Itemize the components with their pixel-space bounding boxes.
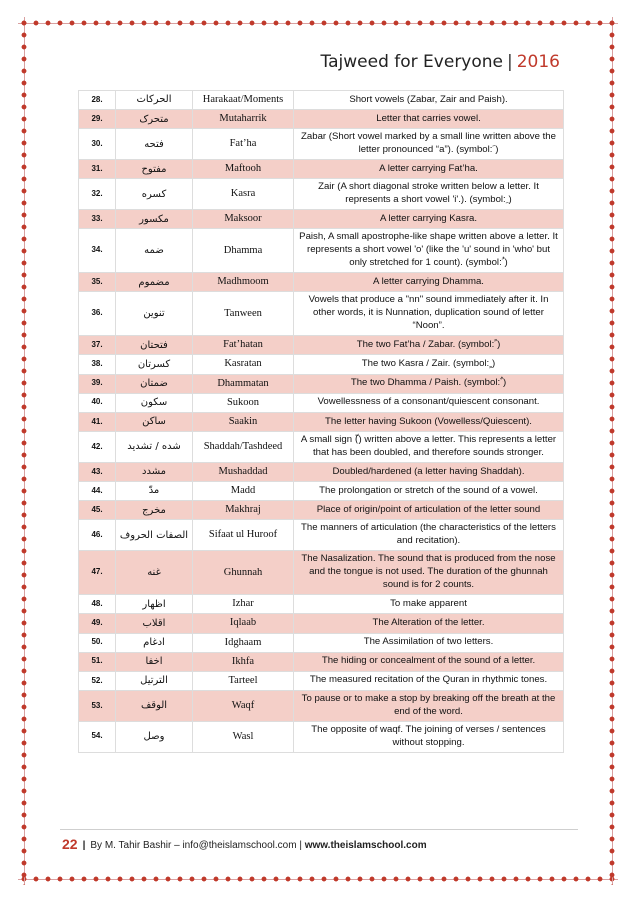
table-row	[79, 691, 564, 722]
arabic-term: مضموم	[116, 273, 193, 292]
term-description: Doubled/hardened (a letter having Shaddah).	[294, 462, 564, 481]
transliteration: Makhraj	[193, 501, 294, 520]
table-row	[79, 374, 564, 393]
terms-table	[78, 90, 564, 753]
term-description: Zabar (Short vowel marked by a small line written above the letter pronounced “a”). (symbol: َ)	[294, 129, 564, 160]
arabic-term: سكون	[116, 393, 193, 412]
term-description: Short vowels (Zabar, Zair and Paish).	[294, 91, 564, 110]
term-description: Place of origin/point of articulation of the letter sound	[294, 501, 564, 520]
footer-website-link[interactable]: www.theislamschool.com	[304, 840, 427, 851]
row-number: 38.	[79, 355, 116, 374]
border-left	[18, 17, 30, 885]
footer-bar: |	[82, 840, 86, 851]
arabic-term: ضمتان	[116, 374, 193, 393]
table-row	[79, 355, 564, 374]
transliteration: Maksoor	[193, 210, 294, 229]
table-row	[79, 614, 564, 633]
term-description: Vowellessness of a consonant/quiescent consonant.	[294, 393, 564, 412]
table-row	[79, 210, 564, 229]
row-number: 28.	[79, 91, 116, 110]
row-number: 52.	[79, 671, 116, 690]
transliteration: Ghunnah	[193, 551, 294, 595]
term-description: Paish, A small apostrophe-like shape written above a letter. It represents a short vowel 'o' (like the 'u' sound in 'who' but only stretched for 1 count). (symbol: ُ)	[294, 229, 564, 273]
row-number: 49.	[79, 614, 116, 633]
table-row	[79, 91, 564, 110]
transliteration: Wasl	[193, 721, 294, 752]
arabic-term: فتحه	[116, 129, 193, 160]
transliteration: Fat’ha	[193, 129, 294, 160]
row-number: 48.	[79, 595, 116, 614]
term-description: A small sign (ّ) written above a letter. This represents a letter that has been doubled, and therefore sounds stronger.	[294, 432, 564, 463]
transliteration: Tarteel	[193, 671, 294, 690]
table-row	[79, 412, 564, 431]
arabic-term: فتحتان	[116, 336, 193, 355]
term-description: The manners of articulation (the characteristics of the letters and recitation).	[294, 520, 564, 551]
table-row	[79, 595, 564, 614]
transliteration: Shaddah/Tashdeed	[193, 432, 294, 463]
transliteration: Madhmoom	[193, 273, 294, 292]
row-number: 37.	[79, 336, 116, 355]
row-number: 40.	[79, 393, 116, 412]
term-description: The two Dhamma / Paish. (symbol: ٌ)	[294, 374, 564, 393]
arabic-term: الوقف	[116, 691, 193, 722]
arabic-term: الحركات	[116, 91, 193, 110]
table-row	[79, 229, 564, 273]
row-number: 53.	[79, 691, 116, 722]
table-row	[79, 179, 564, 210]
row-number: 36.	[79, 292, 116, 336]
transliteration: Harakaat/Moments	[193, 91, 294, 110]
term-description: Vowels that produce a "nn" sound immediately after it. In other words, it is Nunnation, duplication sound of letter “Noon”.	[294, 292, 564, 336]
row-number: 42.	[79, 432, 116, 463]
term-description: The opposite of waqf. The joining of verses / sentences without stopping.	[294, 721, 564, 752]
arabic-term: مفتوح	[116, 160, 193, 179]
transliteration: Tanween	[193, 292, 294, 336]
transliteration: Idghaam	[193, 633, 294, 652]
arabic-term: تنوين	[116, 292, 193, 336]
row-number: 51.	[79, 652, 116, 671]
arabic-term: مخرج	[116, 501, 193, 520]
transliteration: Izhar	[193, 595, 294, 614]
arabic-term: كسرتان	[116, 355, 193, 374]
transliteration: Kasratan	[193, 355, 294, 374]
table-row	[79, 721, 564, 752]
row-number: 30.	[79, 129, 116, 160]
table-row	[79, 273, 564, 292]
term-description: The Alteration of the letter.	[294, 614, 564, 633]
table-row	[79, 633, 564, 652]
arabic-term: الصفات الحروف	[116, 520, 193, 551]
row-number: 46.	[79, 520, 116, 551]
table-row	[79, 336, 564, 355]
arabic-term: ساكن	[116, 412, 193, 431]
transliteration: Saakin	[193, 412, 294, 431]
term-description: To pause or to make a stop by breaking off the breath at the end of the word.	[294, 691, 564, 722]
row-number: 33.	[79, 210, 116, 229]
row-number: 34.	[79, 229, 116, 273]
arabic-term: مدّ	[116, 482, 193, 501]
row-number: 47.	[79, 551, 116, 595]
arabic-term: كسره	[116, 179, 193, 210]
footer-author: By M. Tahir Bashir – info@theislamschool.com |	[90, 840, 302, 851]
row-number: 35.	[79, 273, 116, 292]
border-right	[606, 17, 618, 885]
row-number: 41.	[79, 412, 116, 431]
row-number: 44.	[79, 482, 116, 501]
row-number: 45.	[79, 501, 116, 520]
table-row	[79, 292, 564, 336]
term-description: The letter having Sukoon (Vowelless/Quiescent).	[294, 412, 564, 431]
transliteration: Dhammatan	[193, 374, 294, 393]
transliteration: Mutaharrik	[193, 110, 294, 129]
term-description: Letter that carries vowel.	[294, 110, 564, 129]
transliteration: Fat’hatan	[193, 336, 294, 355]
term-description: A letter carrying Dhamma.	[294, 273, 564, 292]
arabic-term: متحرک	[116, 110, 193, 129]
row-number: 29.	[79, 110, 116, 129]
table-row	[79, 432, 564, 463]
footer-divider	[60, 829, 578, 830]
arabic-term: اخفا	[116, 652, 193, 671]
header-year: 2016	[516, 52, 560, 72]
transliteration: Sifaat ul Huroof	[193, 520, 294, 551]
arabic-term: ضمه	[116, 229, 193, 273]
arabic-term: شده / تشديد	[116, 432, 193, 463]
table-row	[79, 551, 564, 595]
term-description: A letter carrying Kasra.	[294, 210, 564, 229]
term-description: A letter carrying Fat’ha.	[294, 160, 564, 179]
transliteration: Sukoon	[193, 393, 294, 412]
header-separator: |	[507, 52, 513, 72]
border-bottom	[18, 873, 618, 885]
transliteration: Ikhfa	[193, 652, 294, 671]
term-description: The prolongation or stretch of the sound of a vowel.	[294, 482, 564, 501]
table-row	[79, 160, 564, 179]
table-row	[79, 501, 564, 520]
border-top	[18, 17, 618, 29]
table-row	[79, 462, 564, 481]
row-number: 31.	[79, 160, 116, 179]
table-row	[79, 482, 564, 501]
page-header	[321, 52, 560, 72]
page-footer	[62, 836, 427, 852]
term-description: Zair (A short diagonal stroke written below a letter. It represents a short vowel 'i'.). (symbol: ِ)	[294, 179, 564, 210]
arabic-term: ادغام	[116, 633, 193, 652]
table-row	[79, 129, 564, 160]
row-number: 50.	[79, 633, 116, 652]
transliteration: Waqf	[193, 691, 294, 722]
term-description: The Nasalization. The sound that is produced from the nose and the tongue is not used. The duration of the ghunnah sound is for 2 counts.	[294, 551, 564, 595]
transliteration: Dhamma	[193, 229, 294, 273]
table-row	[79, 671, 564, 690]
arabic-term: وصل	[116, 721, 193, 752]
transliteration: Kasra	[193, 179, 294, 210]
table-row	[79, 520, 564, 551]
table-row	[79, 393, 564, 412]
terms-table-body	[79, 91, 564, 753]
row-number: 43.	[79, 462, 116, 481]
term-description: The two Kasra / Zair. (symbol: ٍ)	[294, 355, 564, 374]
arabic-term: اقلاب	[116, 614, 193, 633]
transliteration: Madd	[193, 482, 294, 501]
term-description: The hiding or concealment of the sound of a letter.	[294, 652, 564, 671]
page-number: 22	[62, 836, 78, 852]
table-row	[79, 652, 564, 671]
term-description: The two Fat’ha / Zabar. (symbol: ً)	[294, 336, 564, 355]
book-title: Tajweed for Everyone	[320, 52, 503, 72]
arabic-term: الترتيل	[116, 671, 193, 690]
table-row	[79, 110, 564, 129]
arabic-term: غنه	[116, 551, 193, 595]
row-number: 32.	[79, 179, 116, 210]
arabic-term: اظهار	[116, 595, 193, 614]
arabic-term: مكسور	[116, 210, 193, 229]
transliteration: Maftooh	[193, 160, 294, 179]
row-number: 39.	[79, 374, 116, 393]
term-description: To make apparent	[294, 595, 564, 614]
term-description: The Assimilation of two letters.	[294, 633, 564, 652]
transliteration: Iqlaab	[193, 614, 294, 633]
transliteration: Mushaddad	[193, 462, 294, 481]
row-number: 54.	[79, 721, 116, 752]
term-description: The measured recitation of the Quran in rhythmic tones.	[294, 671, 564, 690]
arabic-term: مشدد	[116, 462, 193, 481]
